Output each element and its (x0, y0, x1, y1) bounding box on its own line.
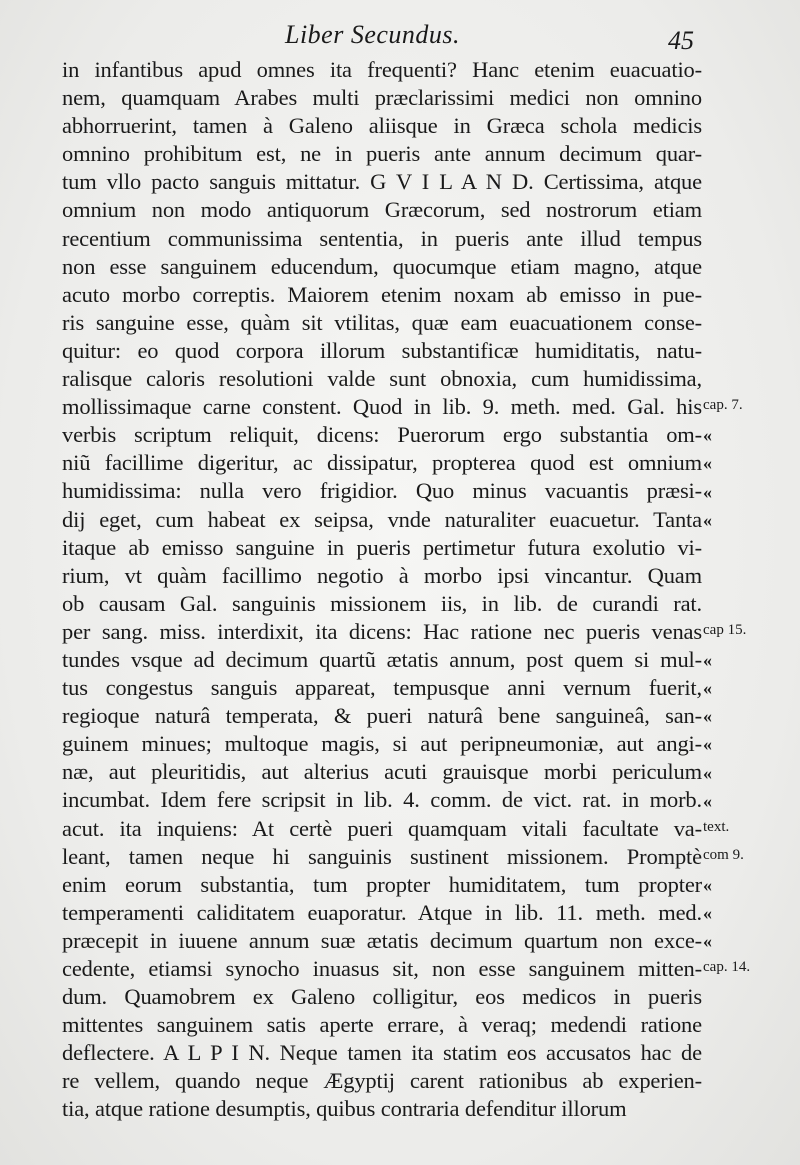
margin-note: com 9. (703, 846, 744, 863)
text-line: incumbat. Idem fere scripsit in lib. 4. comm. de vict. rat. in morb. (62, 787, 702, 813)
text-line: dum. Quamobrem ex Galeno colligitur, eos medicos in pueris (62, 984, 702, 1010)
text-line: ris sanguine esse, quàm sit vtilitas, quæ eam euacuationem conse- (62, 309, 702, 335)
text-line: tum vllo pacto sanguis mittatur. G V I L A N D. Certissima, atque (62, 169, 702, 195)
text-line: re vellem, quando neque Ægyptij carent rationibus ab experien- (62, 1068, 702, 1094)
margin-quote-mark: « (703, 903, 712, 923)
text-line: in infantibus apud omnes ita frequenti? Hanc etenim euacuatio- (62, 57, 702, 82)
text-line: cedente, etiamsi synocho inuasus sit, non esse sanguinem mitten- (62, 956, 702, 981)
text-line: enim eorum substantia, tum propter humiditatem, tum propter (62, 871, 702, 897)
page-number: 45 (668, 26, 694, 55)
text-line: omnium non modo antiquorum Græcorum, sed nostrorum etiam (62, 197, 702, 223)
text-line: præcepit in iuuene annum suæ ætatis decimum quartum non exce- (62, 927, 702, 953)
margin-quote-mark: « (703, 874, 712, 895)
body-text (62, 56, 702, 1124)
text-line: omnino prohibitum est, ne in pueris ante annum decimum quar- (62, 141, 702, 167)
text-line: mollissimaque carne constent. Quod in lib. 9. meth. med. Gal. his (62, 394, 702, 420)
margin-note: cap. 14. (703, 959, 751, 976)
text-line: nem, quamquam Arabes multi præclarissimi medici non omnino (62, 85, 702, 111)
margin-quote-mark: « (703, 509, 712, 530)
text-line: tundes vsque ad decimum quartũ ætatis annum, post quem si mul- (62, 646, 702, 672)
page-header (0, 18, 800, 54)
margin-note: text. (703, 818, 730, 835)
text-line: recentium communissima sententia, in pueris ante illud tempus (62, 225, 702, 251)
text-line: non esse sanguinem educendum, quocumque etiam magno, atque (62, 253, 702, 279)
margin-quote-mark: « (703, 790, 712, 811)
text-line: dij eget, cum habeat ex seipsa, vnde naturaliter euacuetur. Tanta (62, 506, 702, 532)
running-title: Liber Secundus. (285, 20, 461, 49)
text-line: regioque naturâ temperata, & pueri naturâ bene sanguineâ, san- (62, 703, 702, 729)
text-line: leant, tamen neque hi sanguinis sustinent missionem. Promptè (62, 843, 702, 869)
text-line: ralisque caloris resolutioni valde sunt obnoxia, cum humidissima, (62, 366, 702, 392)
text-line: itaque ab emisso sanguine in pueris pertimetur futura exolutio vi- (62, 534, 702, 560)
margin-quote-mark: « (703, 678, 712, 699)
margin-quote-mark: « (703, 931, 712, 952)
text-line: næ, aut pleuritidis, aut alterius acuti grauisque morbi periculum (62, 759, 702, 785)
margin-quote-mark: « (703, 734, 712, 755)
text-line: rium, vt quàm facillimo negotio à morbo ipsi vincantur. Quam (62, 562, 702, 588)
text-line: acut. ita inquiens: At certè pueri quamquam vitali facultate va- (62, 815, 702, 841)
margin-quote-mark: « (703, 650, 712, 671)
text-line: acuto morbo correptis. Maiorem etenim noxam ab emisso in pue- (62, 281, 702, 307)
text-line: verbis scriptum reliquit, dicens: Puerorum ergo substantia om- (62, 422, 702, 448)
text-line: niũ facillime digeritur, ac dissipatur, propterea quod est omnium (62, 450, 702, 476)
text-line: mittentes sanguinem satis aperte errare, à veraq; medendi ratione (62, 1012, 702, 1038)
text-line: temperamenti caliditatem euaporatur. Atque in lib. 11. meth. med. (62, 899, 702, 925)
text-line: per sang. miss. interdixit, ita dicens: Hac ratione nec pueris venas (62, 618, 702, 644)
text-line: guinem minues; multoque magis, si aut peripneumoniæ, aut angi- (62, 731, 702, 757)
text-line: quitur: eo quod corpora illorum substantificæ humiditatis, natu- (62, 337, 702, 363)
text-line: tus congestus sanguis appareat, tempusque anni vernum fuerit, (62, 675, 702, 701)
margin-note: cap. 7. (703, 397, 743, 414)
margin-quote-mark: « (703, 425, 712, 446)
text-line: abhorruerint, tamen à Galeno aliisque in Græca schola medicis (62, 113, 702, 139)
text-line: ob causam Gal. sanguinis missionem iis, in lib. de curandi rat. (62, 590, 702, 616)
text-line: humidissima: nulla vero frigidior. Quo minus vacuantis præsi- (62, 478, 702, 504)
margin-note: cap 15. (703, 622, 747, 638)
margin-quote-mark: « (703, 481, 712, 502)
text-line: deflectere. A L P I N. Neque tamen ita statim eos accusatos hac de (62, 1040, 702, 1066)
text-line: tia, atque ratione desumptis, quibus contraria defenditur illorum (62, 1096, 627, 1122)
margin-quote-mark: « (703, 762, 712, 783)
margin-quote-mark: « (703, 706, 712, 727)
margin-quote-mark: « (703, 453, 712, 474)
